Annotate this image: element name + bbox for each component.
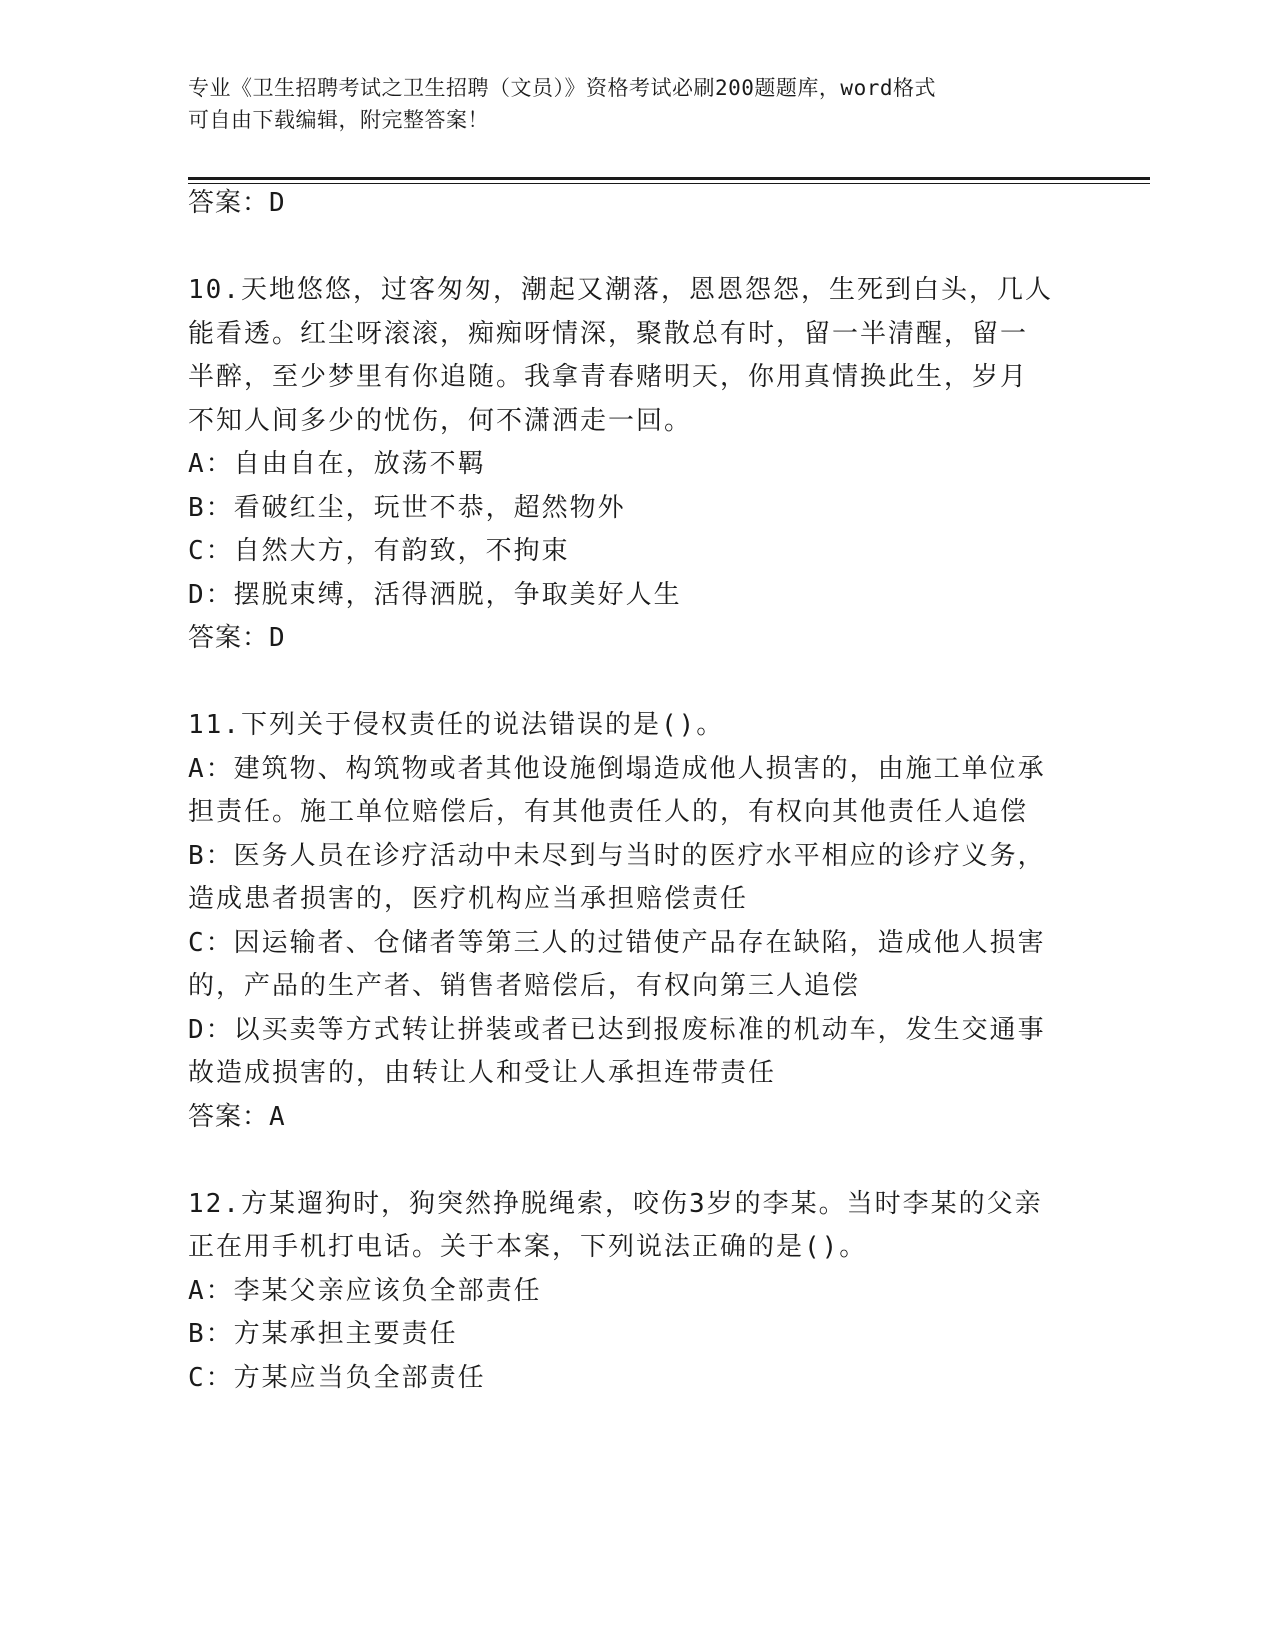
- document-header: [188, 72, 1068, 136]
- q11-answer: 答案：A: [188, 1102, 286, 1132]
- header-line-1: 专业《卫生招聘考试之卫生招聘（文员）》资格考试必刷200题题库，word格式: [188, 76, 936, 100]
- q10-option-a: A：自由自在，放荡不羁: [188, 449, 486, 479]
- q10-option-b: B：看破红尘，玩世不恭，超然物外: [188, 493, 626, 523]
- q11-option-b-line-1: B：医务人员在诊疗活动中未尽到与当时的医疗水平相应的诊疗义务，: [188, 841, 1046, 871]
- q11-option-c-line-2: 的，产品的生产者、销售者赔偿后，有权向第三人追偿: [188, 971, 861, 1001]
- q12-option-a: A：李某父亲应该负全部责任: [188, 1276, 542, 1306]
- q11-option-d-line-2: 故造成损害的，由转让人和受让人承担连带责任: [188, 1058, 777, 1088]
- q11-option-c-line-1: C：因运输者、仓储者等第三人的过错使产品存在缺陷，造成他人损害: [188, 928, 1046, 958]
- q10-option-c: C：自然大方，有韵致，不拘束: [188, 536, 570, 566]
- q12-text-line-2: 正在用手机打电话。关于本案，下列说法正确的是()。: [188, 1232, 868, 1262]
- q10-answer: 答案：D: [188, 623, 286, 653]
- q12-option-b: B：方某承担主要责任: [188, 1319, 458, 1349]
- q10-text-line-1: 10.天地悠悠，过客匆匆，潮起又潮落，恩恩怨怨，生死到白头，几人: [188, 275, 1053, 305]
- q10-text-line-4: 不知人间多少的忧伤，何不潇洒走一回。: [188, 406, 693, 436]
- q10-text-line-2: 能看透。红尘呀滚滚，痴痴呀情深，聚散总有时，留一半清醒，留一: [188, 319, 1029, 349]
- q10-text-line-3: 半醉，至少梦里有你追随。我拿青春赌明天，你用真情换此生，岁月: [188, 362, 1029, 392]
- q11-option-b-line-2: 造成患者损害的，医疗机构应当承担赔偿责任: [188, 884, 749, 914]
- q11-option-d-line-1: D：以买卖等方式转让拼装或者已达到报废标准的机动车，发生交通事: [188, 1015, 1046, 1045]
- header-divider-thick: [188, 177, 1150, 180]
- q11-option-a-line-1: A：建筑物、构筑物或者其他设施倒塌造成他人损害的，由施工单位承: [188, 754, 1046, 784]
- q11-option-a-line-2: 担责任。施工单位赔偿后，有其他责任人的，有权向其他责任人追偿: [188, 797, 1029, 827]
- q12-option-c: C：方某应当负全部责任: [188, 1363, 486, 1393]
- header-divider-thin: [188, 183, 1150, 184]
- q10-option-d: D：摆脱束缚，活得洒脱，争取美好人生: [188, 580, 682, 610]
- answer-prev: 答案：D: [188, 188, 286, 218]
- q12-text-line-1: 12.方某遛狗时，狗突然挣脱绳索，咬伤3岁的李某。当时李某的父亲: [188, 1189, 1043, 1219]
- q11-text-line-1: 11.下列关于侵权责任的说法错误的是()。: [188, 710, 725, 740]
- header-line-2: 可自由下载编辑，附完整答案！: [188, 108, 489, 132]
